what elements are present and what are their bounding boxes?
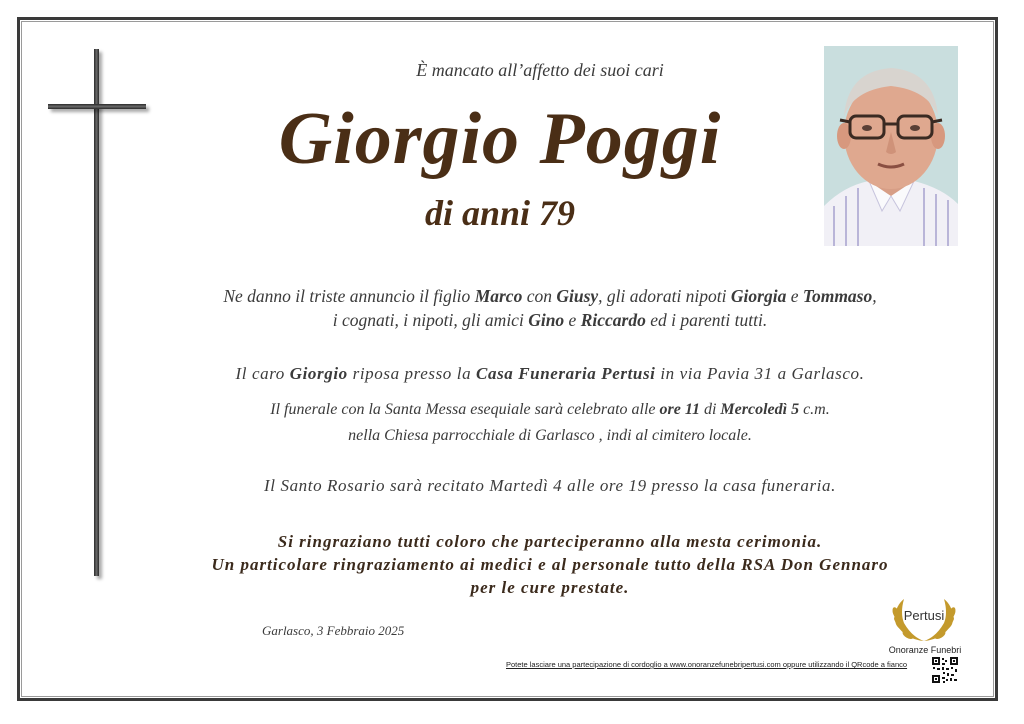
pertusi-logo	[884, 595, 964, 645]
condolence-link[interactable]: Potete lasciare una partecipazione di cordoglio a www.onoranzefunebripertusi.com oppure utilizzando il QRcode a fianco	[506, 660, 908, 669]
deceased-age: di anni 79	[424, 193, 576, 233]
intro-text: È mancato all’affetto dei suoi cari	[416, 60, 664, 80]
thanks-line-2: Un particolare ringraziamento ai medici e al personale tutto della RSA Don Gennaro	[211, 555, 889, 574]
place-date: Garlasco, 3 Febbraio 2025	[262, 623, 405, 638]
cross-horizontal-bar	[48, 104, 146, 109]
rosary-text: Il Santo Rosario sarà recitato Martedì 4 alle ore 19 presso la casa funeraria.	[264, 476, 836, 495]
funeral-details	[120, 397, 980, 449]
deceased-photo	[824, 46, 958, 246]
funeral-line-2: nella Chiesa parrocchiale di Garlasco , indi al cimitero locale.	[348, 427, 752, 444]
announcement-line-1: Ne danno il triste annuncio il figlio Marco con Giusy, gli adorati nipoti Giorgia e Tommaso,	[223, 286, 877, 306]
deceased-name: Giorgio Poggi	[278, 98, 722, 180]
qr-code-icon[interactable]	[932, 657, 958, 683]
thanks-paragraph	[120, 530, 980, 599]
thanks-line-3: per le cure prestate.	[470, 578, 630, 597]
funeral-line-1: Il funerale con la Santa Messa esequiale sarà celebrato alle ore 11 di Mercoledì 5 c.m.	[270, 401, 830, 418]
announcement-paragraph	[120, 284, 980, 332]
rest-location-text: Il caro Giorgio riposa presso la Casa Funeraria Pertusi in via Pavia 31 a Garlasco.	[235, 364, 865, 383]
cross-vertical-bar	[94, 49, 99, 576]
announcement-line-2: i cognati, i nipoti, gli amici Gino e Riccardo ed i parenti tutti.	[332, 310, 768, 330]
thanks-line-1: Si ringraziano tutti coloro che parteciperanno alla mesta cerimonia.	[277, 532, 823, 551]
logo-name: Pertusi	[903, 608, 945, 623]
logo-subtitle: Onoranze Funebri	[888, 645, 962, 655]
